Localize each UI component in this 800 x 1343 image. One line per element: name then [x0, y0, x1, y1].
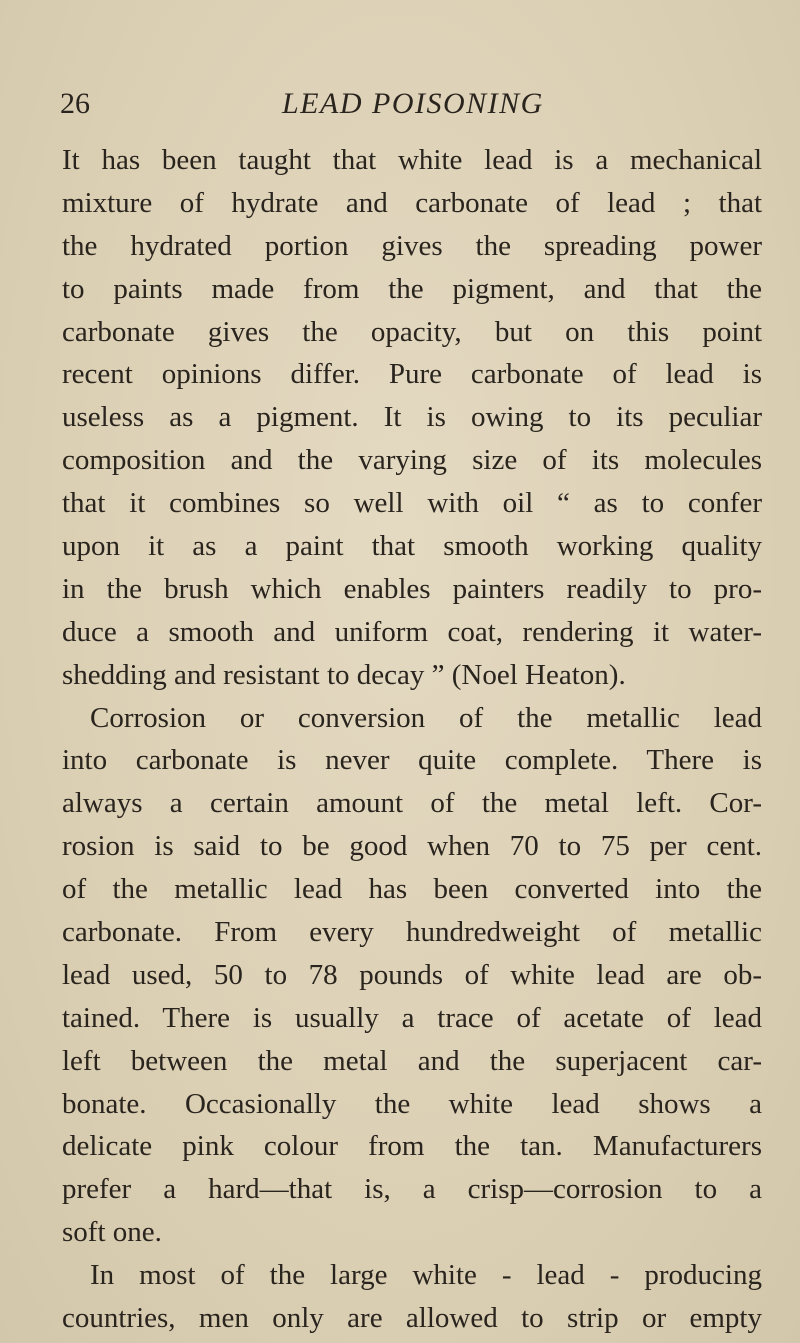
text-line: soft one. — [62, 1216, 162, 1249]
text-line: the hydrated portion gives the spreading power — [62, 229, 762, 262]
text-line: prefer a hard—that is, a crisp—corrosion to a — [62, 1173, 762, 1206]
text-line: Corrosion or conversion of the metallic lead — [90, 701, 762, 734]
text-line: countries, men only are allowed to strip or empty — [62, 1302, 762, 1335]
text-line: delicate pink colour from the tan. Manufacturers — [62, 1130, 762, 1163]
running-title: LEAD POISONING — [282, 87, 544, 120]
text-line: left between the metal and the superjacent car- — [62, 1044, 762, 1077]
text-line: carbonate. From every hundredweight of metallic — [62, 916, 762, 949]
body-text — [62, 139, 762, 1340]
text-line: always a certain amount of the metal left. Cor- — [62, 787, 762, 820]
text-line: useless as a pigment. It is owing to its peculiar — [62, 401, 762, 434]
running-head — [60, 86, 760, 126]
text-line: that it combines so well with oil “ as to confer — [62, 487, 762, 520]
text-line: upon it as a paint that smooth working quality — [62, 530, 762, 563]
text-line: to paints made from the pigment, and that the — [62, 272, 762, 305]
text-line: In most of the large white - lead - producing — [90, 1259, 762, 1292]
text-line: rosion is said to be good when 70 to 75 per cent. — [62, 830, 762, 863]
text-line: recent opinions differ. Pure carbonate of lead is — [62, 358, 762, 391]
text-line: shedding and resistant to decay ” (Noel Heaton). — [62, 658, 626, 691]
text-line: in the brush which enables painters readily to pro- — [62, 572, 762, 605]
text-line: of the metallic lead has been converted into the — [62, 873, 762, 906]
text-line: composition and the varying size of its molecules — [62, 444, 762, 477]
text-line: lead used, 50 to 78 pounds of white lead are ob- — [62, 958, 762, 991]
text-line: into carbonate is never quite complete. There is — [62, 744, 762, 777]
text-line: It has been taught that white lead is a mechanical — [62, 144, 762, 176]
text-line: carbonate gives the opacity, but on this point — [62, 315, 762, 348]
page-number: 26 — [60, 87, 90, 120]
text-line: duce a smooth and uniform coat, rendering it water- — [62, 615, 762, 648]
text-line: tained. There is usually a trace of acetate of lead — [62, 1001, 762, 1034]
text-line: bonate. Occasionally the white lead shows a — [62, 1087, 762, 1120]
text-line: mixture of hydrate and carbonate of lead ; that — [62, 186, 762, 219]
